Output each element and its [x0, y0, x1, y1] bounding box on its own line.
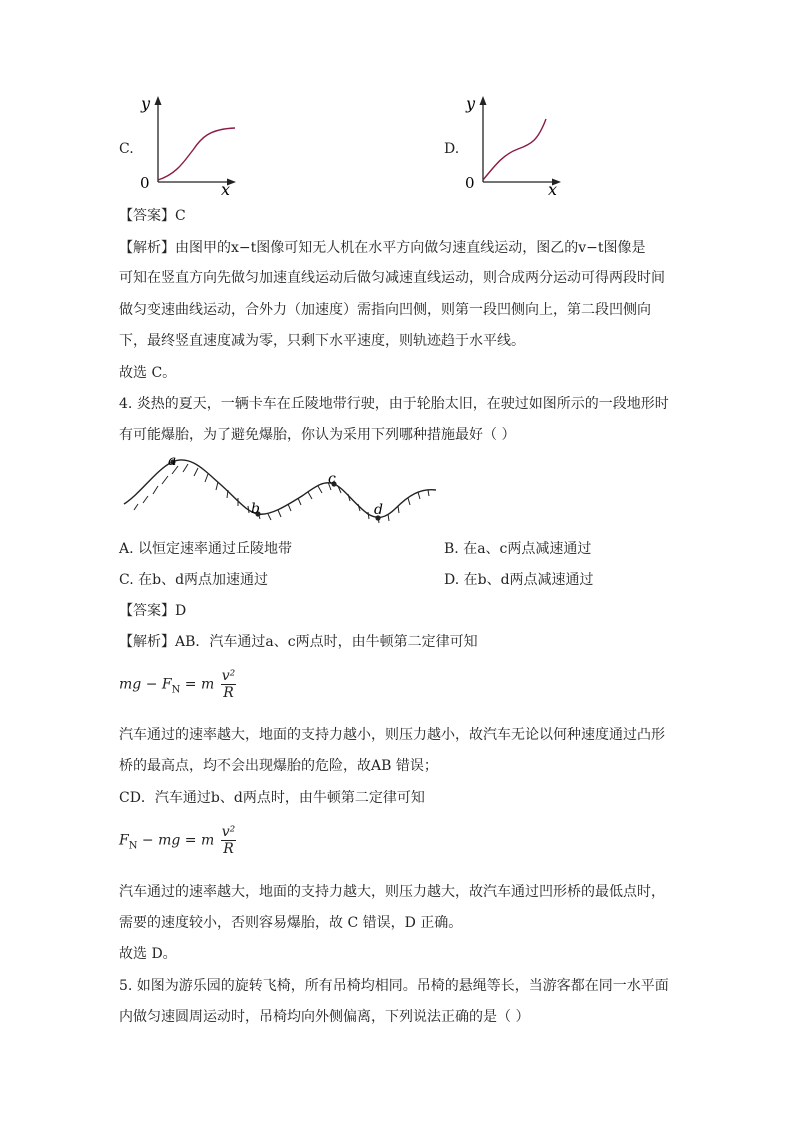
- answer-tag: 【答案】: [119, 208, 175, 224]
- graph-c: [135, 92, 245, 200]
- q5-stem-line-1: 5. 如图为游乐园的旋转飞椅，所有吊椅均相同。吊椅的悬绳等长，当游客都在同一水平面: [119, 978, 669, 994]
- point-b-label: b: [251, 501, 260, 517]
- y-axis-label: y: [466, 94, 476, 113]
- option-d-label: D.: [444, 141, 460, 157]
- analysis-tag: 【解析】: [119, 634, 175, 650]
- q3-analysis-line-4: 下，最终竖直速度减为零，只剩下水平速度，则轨迹趋于水平线。: [119, 333, 525, 349]
- point-c-label: c: [328, 471, 336, 487]
- graph-d: [460, 92, 570, 200]
- option-a: A. 以恒定速率通过丘陵地带: [119, 541, 293, 557]
- q4-text-ab-2: 桥的最高点，均不会出现爆胎的危险，故AB 错误；: [119, 758, 438, 774]
- y-axis-label: y: [141, 94, 151, 113]
- q5-stem-line-2: 内做匀速圆周运动时，吊椅均向外侧偏离，下列说法正确的是（ ）: [119, 1009, 530, 1025]
- q4-conclusion: 故选 D。: [119, 946, 177, 962]
- answer-value: D: [175, 603, 187, 619]
- answer-value: C: [175, 208, 186, 224]
- option-c: C. 在b、d两点加速通过: [119, 572, 269, 588]
- formula-1: mg − $F_N = m$ $\frac{\text{v²}}{R}$: [119, 668, 236, 701]
- formula-2: $F_N$ − mg = m $\frac{\text{v²}}{R}$: [119, 824, 236, 857]
- q4-text-cd-1: 汽车通过的速率越大，地面的支持力越大，则压力越大，故汽车通过凹形桥的最低点时，: [119, 884, 665, 900]
- q3-analysis-line-2: 可知在竖直方向先做匀加速直线运动后做匀减速直线运动，则合成两分运动可得两段时间: [119, 270, 665, 286]
- point-a-label: a: [168, 453, 177, 469]
- q3-answer: [119, 206, 186, 226]
- option-c-label: C.: [119, 141, 134, 157]
- curve-c: [158, 128, 235, 180]
- origin-label: 0: [465, 174, 475, 192]
- q4-analysis-cd: CD．汽车通过b、d两点时，由牛顿第二定律可知: [119, 790, 425, 806]
- x-axis-label: x: [221, 180, 231, 199]
- origin-label: 0: [140, 174, 150, 192]
- q4-answer: [119, 601, 186, 621]
- curve-d: [483, 119, 546, 180]
- answer-tag: 【答案】: [119, 603, 175, 619]
- q4-text-ab-1: 汽车通过的速率越大，地面的支持力越小，则压力越小，故汽车无论以何种速度通过凸形: [119, 727, 665, 743]
- q4-stem-line-1: 4. 炎热的夏天，一辆卡车在丘陵地带行驶，由于轮胎太旧，在驶过如图所示的一段地形时: [119, 396, 669, 412]
- q3-analysis-line-1: 【解析】由图甲的x−t图像可知无人机在水平方向做匀速直线运动，图乙的v−t图像是: [119, 240, 646, 256]
- q3-analysis-line-3: 做匀变速曲线运动，合外力（加速度）需指向凹侧，则第一段凹侧向上，第二段凹侧向: [119, 302, 651, 318]
- q4-stem-line-2: 有可能爆胎，为了避免爆胎，你认为采用下列哪种措施最好（ ）: [119, 427, 516, 443]
- x-axis-label: x: [548, 180, 558, 199]
- option-b: B. 在a、c两点减速通过: [444, 541, 592, 557]
- q4-text-cd-2: 需要的速度较小，否则容易爆胎，故 C 错误，D 正确。: [119, 915, 463, 931]
- q3-conclusion: 故选 C。: [119, 365, 177, 381]
- point-d-label: d: [374, 502, 383, 518]
- q4-analysis-ab: 【解析】AB．汽车通过a、c两点时，由牛顿第二定律可知: [119, 634, 478, 650]
- option-d: D. 在b、d两点减速通过: [444, 572, 594, 588]
- terrain-figure: [120, 452, 442, 532]
- analysis-tag: 【解析】: [119, 240, 175, 256]
